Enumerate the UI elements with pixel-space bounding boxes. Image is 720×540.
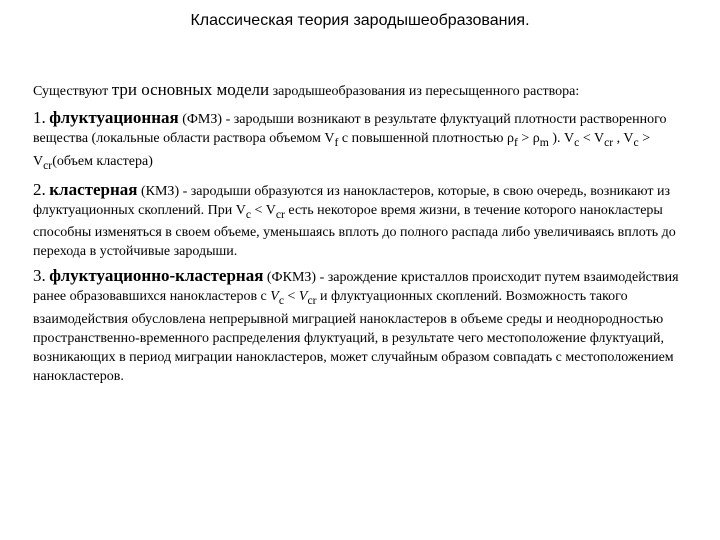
model-1-text: с повышенной плотностью ρ xyxy=(338,131,514,146)
subscript: c xyxy=(633,135,639,149)
model-2-name: кластерная xyxy=(49,179,138,199)
subscript: m xyxy=(539,135,549,149)
model-1-paragraph xyxy=(33,108,693,175)
italic-variable: V xyxy=(298,289,308,305)
model-2-abbr: (КМЗ) xyxy=(137,183,180,199)
model-2-number: 2. xyxy=(33,179,46,199)
model-1-text: > ρ xyxy=(517,131,540,146)
model-1-text: - зародыши возникают в результате флуктуаций плотности растворенного вещества (локальные области раствора объемом V xyxy=(33,112,667,146)
model-3-abbr: (ФКМЗ) xyxy=(263,270,317,286)
model-2-text: - зародыши образуются из нанокластеров, которые, в свою очередь, возникают из флуктуационных скоплений. При V xyxy=(33,183,671,218)
model-2-text: есть некоторое время жизни, в течение которого нанокластеры способны изменяться в своем объеме, уменьшаясь вплоть до полного распада либо увеличиваясь вплоть до перехода в устойчивые зародыши. xyxy=(33,202,676,260)
italic-variable: V xyxy=(270,289,279,305)
model-1-text: > V xyxy=(33,131,651,169)
model-1-name: флуктуационная xyxy=(49,108,179,127)
model-1-text: , V xyxy=(613,131,634,146)
subscript: f xyxy=(334,135,339,149)
subscript: c xyxy=(278,294,285,308)
slide-title: Классическая теория зародышеобразования. xyxy=(190,12,530,29)
subscript: c xyxy=(574,135,580,149)
model-3-text: и флуктуационных скоплений. Возможность такого взаимодействия обусловлена непрерывной миграцией нанокластеров в объеме среды и неоднородностью пространственно-временного распределения флуктуаций, в результате чего местоположение флуктуаций, возникающих в период миграции нанокластеров, может случайным образом совпадать с местоположением нанокластеров. xyxy=(33,289,674,385)
model-2-paragraph xyxy=(33,180,693,262)
model-1-text: < V xyxy=(579,131,605,146)
subscript: cr xyxy=(43,158,53,172)
subscript: cr xyxy=(275,207,285,221)
subscript: cr xyxy=(604,135,614,149)
model-1-number: 1. xyxy=(33,108,46,127)
model-2-text: < V xyxy=(251,202,276,218)
intro-post: зародышеобразования из пересыщенного раствора: xyxy=(269,84,580,99)
slide-body xyxy=(33,80,693,391)
model-1-text: ). V xyxy=(548,131,575,146)
intro-paragraph xyxy=(33,80,693,101)
subscript: f xyxy=(513,135,518,149)
model-3-number: 3. xyxy=(33,266,46,286)
model-3-text: - зарождение кристаллов происходит путем взаимодействия ранее образовавшихся нанокластеров с xyxy=(33,270,679,305)
subscript: cr xyxy=(307,294,317,308)
model-1-text: (объем кластера) xyxy=(52,153,153,169)
model-1-abbr: (ФМЗ) xyxy=(178,112,223,127)
subscript: c xyxy=(245,207,252,221)
model-3-name: флуктуационно-кластерная xyxy=(49,266,264,286)
intro-pre: Существуют xyxy=(33,84,112,99)
model-3-text: < xyxy=(284,289,299,305)
model-3-paragraph xyxy=(33,266,693,386)
intro-emphasis: три основных модели xyxy=(111,80,270,99)
